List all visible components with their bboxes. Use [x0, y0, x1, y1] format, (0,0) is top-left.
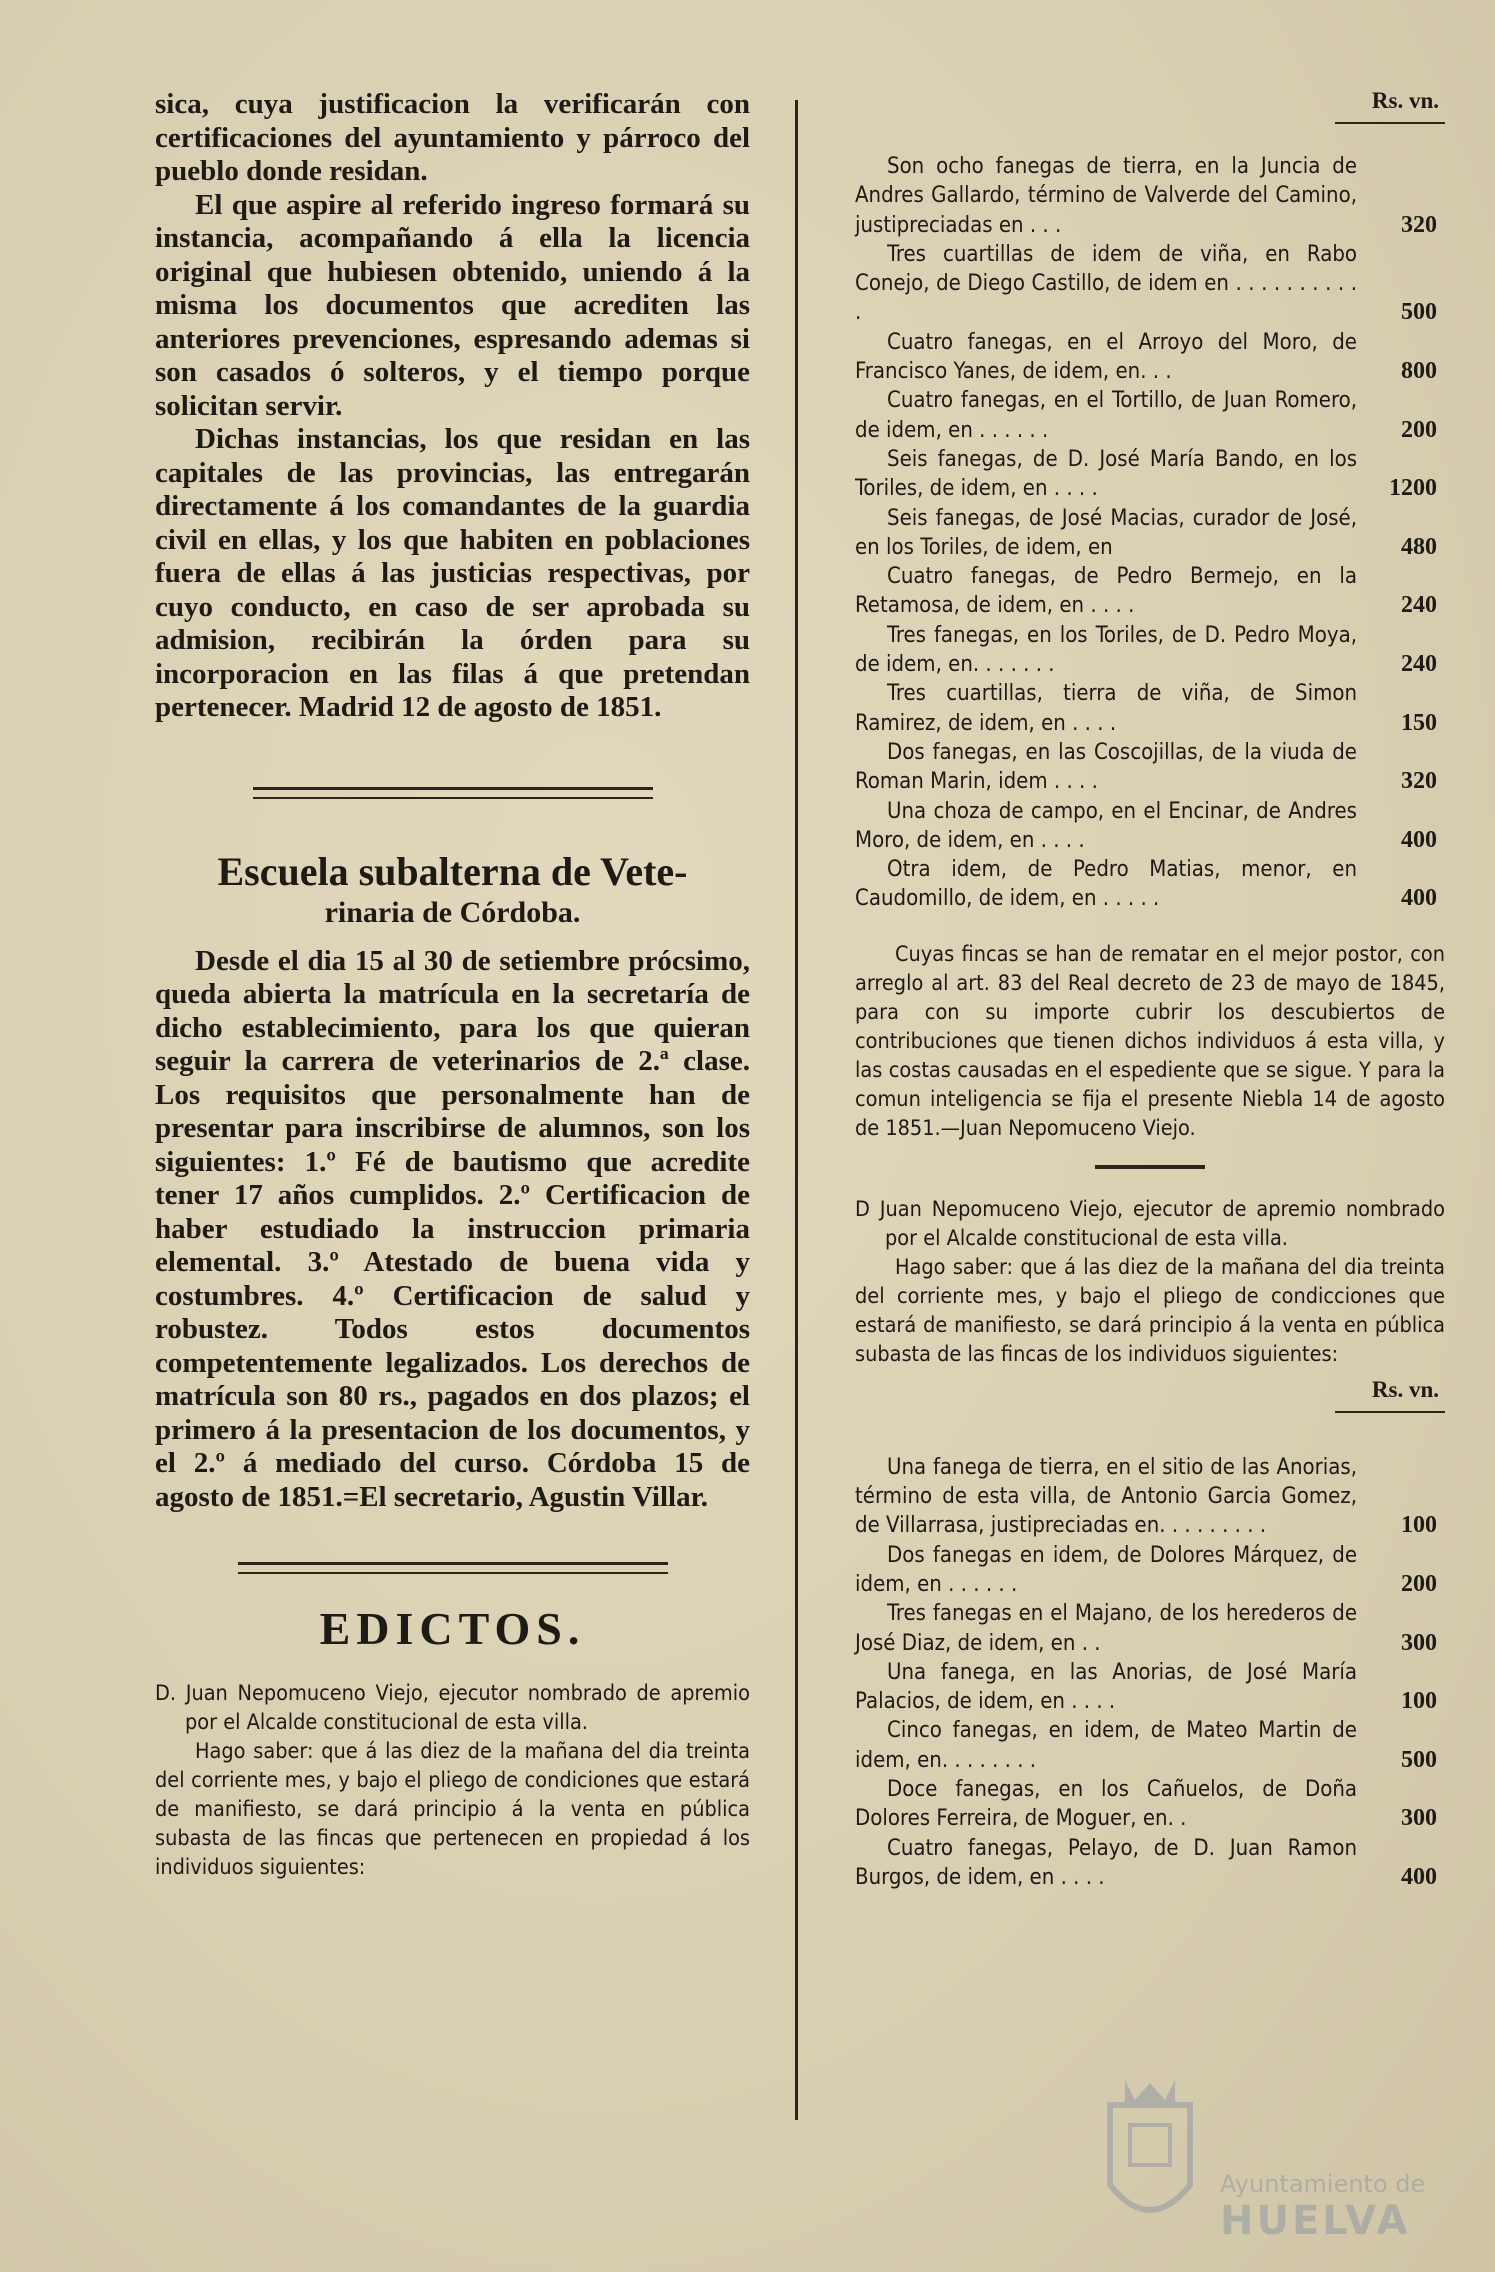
property-entry	[855, 386, 1445, 445]
paragraph-justificacion: sica, cuya justificacion la verificarán con certificaciones del ayuntamiento y párroco del pueblo donde residan.	[155, 88, 750, 187]
section-divider	[238, 1562, 668, 1574]
right-column	[855, 88, 1445, 1892]
property-entry	[855, 797, 1445, 856]
property-list-1	[855, 152, 1445, 914]
currency-rule-2	[1335, 1411, 1445, 1413]
property-entry	[855, 504, 1445, 563]
currency-header: Rs. vn.	[1371, 88, 1439, 113]
property-entry	[855, 1834, 1445, 1893]
entry-text: Una fanega de tierra, en el sitio de las Anorias, término de esta villa, de Antonio Garcia Gomez, de Villarrasa, justipreciadas en. . . . . . . . .	[855, 1454, 1357, 1539]
entry-amount: 200	[1401, 416, 1437, 443]
property-entry	[855, 679, 1445, 738]
property-list-2	[855, 1453, 1445, 1892]
currency-rule	[1335, 122, 1445, 124]
entry-text: Otra idem, de Pedro Matias, menor, en Caudomillo, de idem, en . . . . .	[855, 857, 1357, 912]
entry-amount: 320	[1401, 768, 1437, 795]
short-divider	[1095, 1165, 1205, 1169]
second-edict-body: Hago saber: que á las diez de la mañana del dia treinta del corriente mes, y bajo el pliego de condicciones que estará de manifiesto, se dará principio á la venta en pública subasta de las fincas de los individuos siguientes:	[855, 1254, 1445, 1367]
entry-text: Cuatro fanegas, en el Tortillo, de Juan Romero, de idem, en . . . . . .	[855, 388, 1357, 443]
entry-amount: 1200	[1389, 475, 1437, 502]
escuela-subtitle: rinaria de Córdoba.	[324, 895, 581, 929]
entry-text: Cinco fanegas, en idem, de Mateo Martin de idem, en. . . . . . . .	[855, 1718, 1357, 1773]
entry-amount: 800	[1401, 358, 1437, 385]
entry-amount: 240	[1401, 592, 1437, 619]
property-entry	[855, 328, 1445, 387]
entry-amount: 320	[1401, 211, 1437, 238]
entry-text: Seis fanegas, de José Macias, curador de José, en los Toriles, de idem, en	[855, 505, 1357, 560]
entry-amount: 300	[1401, 1805, 1437, 1832]
entry-text: Una fanega, en las Anorias, de José María Palacios, de idem, en . . . .	[855, 1659, 1357, 1715]
entry-amount: 240	[1401, 651, 1437, 678]
entry-amount: 400	[1401, 885, 1437, 912]
property-entry	[855, 1716, 1445, 1775]
entry-amount: 480	[1401, 533, 1437, 560]
second-edict-heading: D Juan Nepomuceno Viejo, ejecutor de apremio nombrado por el Alcalde constitucional de esta villa.	[855, 1196, 1445, 1251]
entry-text: Tres fanegas, en los Toriles, de D. Pedro Moya, de idem, en. . . . . . .	[855, 622, 1357, 678]
edictos-title: EDICTOS.	[319, 1603, 586, 1654]
property-entry	[855, 738, 1445, 797]
coat-of-arms-icon	[1090, 2075, 1210, 2245]
closing-paragraph: Cuyas fincas se han de rematar en el mejor postor, con arreglo al art. 83 del Real decreto de 23 de mayo de 1845, para con su importe cubrir los descubiertos de contribuciones que tienen dichos individuos á esta villa, y las costas causadas en el espediente que se sigue. Y para la comun inteligencia se fija el presente Niebla 14 de agosto de 1851.—Juan Nepomuceno Viejo.	[855, 941, 1445, 1141]
section-divider	[253, 787, 653, 799]
paragraph-instancia: El que aspire al referido ingreso formará su instancia, acompañando á ella la licencia original que hubiesen obtenido, uniendo á la misma los documentos que acrediten las anteriores prevenciones, espresando ademas si son casados ó solteros, y el tiempo porque solicitan servir.	[155, 188, 750, 422]
entry-text: Dos fanegas en idem, de Dolores Márquez, de idem, en . . . . . .	[855, 1542, 1357, 1597]
entry-amount: 300	[1401, 1629, 1437, 1656]
property-entry	[855, 1453, 1445, 1541]
property-entry	[855, 1775, 1445, 1834]
entry-amount: 100	[1401, 1512, 1437, 1539]
entry-amount: 400	[1401, 1863, 1437, 1890]
entry-text: Tres cuartillas, tierra de viña, de Simon Ramirez, de idem, en . . . .	[855, 681, 1357, 736]
entry-amount: 400	[1401, 826, 1437, 853]
property-entry	[855, 1541, 1445, 1600]
left-column	[155, 88, 750, 1882]
entry-text: Tres fanegas en el Majano, de los herederos de José Diaz, de idem, en . .	[855, 1601, 1357, 1656]
entry-amount: 500	[1401, 299, 1437, 326]
currency-header-2: Rs. vn.	[1371, 1376, 1439, 1402]
property-entry	[855, 1599, 1445, 1658]
entry-text: Cuatro fanegas, de Pedro Bermejo, en la Retamosa, de idem, en . . . .	[855, 564, 1357, 619]
column-divider	[795, 100, 798, 2120]
escuela-title: Escuela subalterna de Vete-	[217, 848, 688, 894]
entry-text: Doce fanegas, en los Cañuelos, de Doña Dolores Ferreira, de Moguer, en. .	[855, 1776, 1357, 1832]
entry-text: Una choza de campo, en el Encinar, de Andres Moro, de idem, en . . . .	[855, 798, 1357, 853]
escuela-body: Desde el dia 15 al 30 de setiembre prócsimo, queda abierta la matrícula en la secretaría de dicho establecimiento, para los que quieran seguir la carrera de veterinarios de 2.ª clase. Los requisitos que personalmente han de presentar para inscribirse de alumnos, son los siguientes: 1.º Fé de bautismo que acredite tener 17 años cumplidos. 2.º Certificacion de haber estudiado la instruccion primaria elemental. 3.º Atestado de buena vida y costumbres. 4.º Certificacion de salud y robustez. Todos estos documentos competentemente legalizados. Los derechos de matrícula son 80 rs., pagados en dos plazos; el primero á la presentacion de los documentos, y el 2.º á mediado del curso. Córdoba 15 de agosto de 1851.=El secretario, Agustin Villar.	[155, 944, 750, 1513]
entry-amount: 500	[1401, 1746, 1437, 1773]
entry-text: Son ocho fanegas de tierra, en la Juncia de Andres Gallardo, término de Valverde del Camino, justipreciadas en . . .	[855, 154, 1357, 238]
entry-amount: 150	[1401, 709, 1437, 736]
property-entry	[855, 855, 1445, 914]
property-entry	[855, 562, 1445, 621]
paragraph-dichas-instancias: Dichas instancias, los que residan en las capitales de las provincias, las entregarán directamente á los comandantes de la guardia civil en ellas, y los que habiten en poblaciones fuera de ellas á las justicias respectivas, por cuyo conducto, en caso de ser aprobada su admision, recibirán la órden para su incorporacion en las filas á que pretendan pertenecer. Madrid 12 de agosto de 1851.	[155, 423, 750, 723]
watermark-line1: Ayuntamiento de	[1220, 2170, 1426, 2198]
entry-text: Cuatro fanegas, en el Arroyo del Moro, de Francisco Yanes, de idem, en. . .	[855, 329, 1357, 385]
property-entry	[855, 240, 1445, 328]
property-entry	[855, 621, 1445, 680]
entry-text: Dos fanegas, en las Coscojillas, de la viuda de Roman Marin, idem . . . .	[855, 739, 1357, 795]
property-entry	[855, 152, 1445, 240]
huelva-watermark	[1080, 2075, 1460, 2255]
entry-amount: 200	[1401, 1570, 1437, 1597]
entry-text: Cuatro fanegas, Pelayo, de D. Juan Ramon Burgos, de idem, en . . . .	[855, 1835, 1357, 1890]
entry-text: Tres cuartillas de idem de viña, en Rabo Conejo, de Diego Castillo, de idem en . . . . . . . . . . .	[855, 241, 1357, 326]
edicto-heading: D. Juan Nepomuceno Viejo, ejecutor nombrado de apremio por el Alcalde constitucional de esta villa.	[155, 1681, 750, 1735]
property-entry	[855, 445, 1445, 504]
edicto-body: Hago saber: que á las diez de la mañana del dia treinta del corriente mes, y bajo el pliego de condiciones que estará de manifiesto, se dará principio á la venta en pública subasta de las fincas que pertenecen en propiedad á los individuos siguientes:	[155, 1739, 750, 1880]
entry-text: Seis fanegas, de D. José María Bando, en los Toriles, de idem, en . . . .	[855, 446, 1357, 502]
entry-amount: 100	[1401, 1688, 1437, 1715]
property-entry	[855, 1658, 1445, 1717]
watermark-line2: HUELVA	[1220, 2198, 1411, 2244]
